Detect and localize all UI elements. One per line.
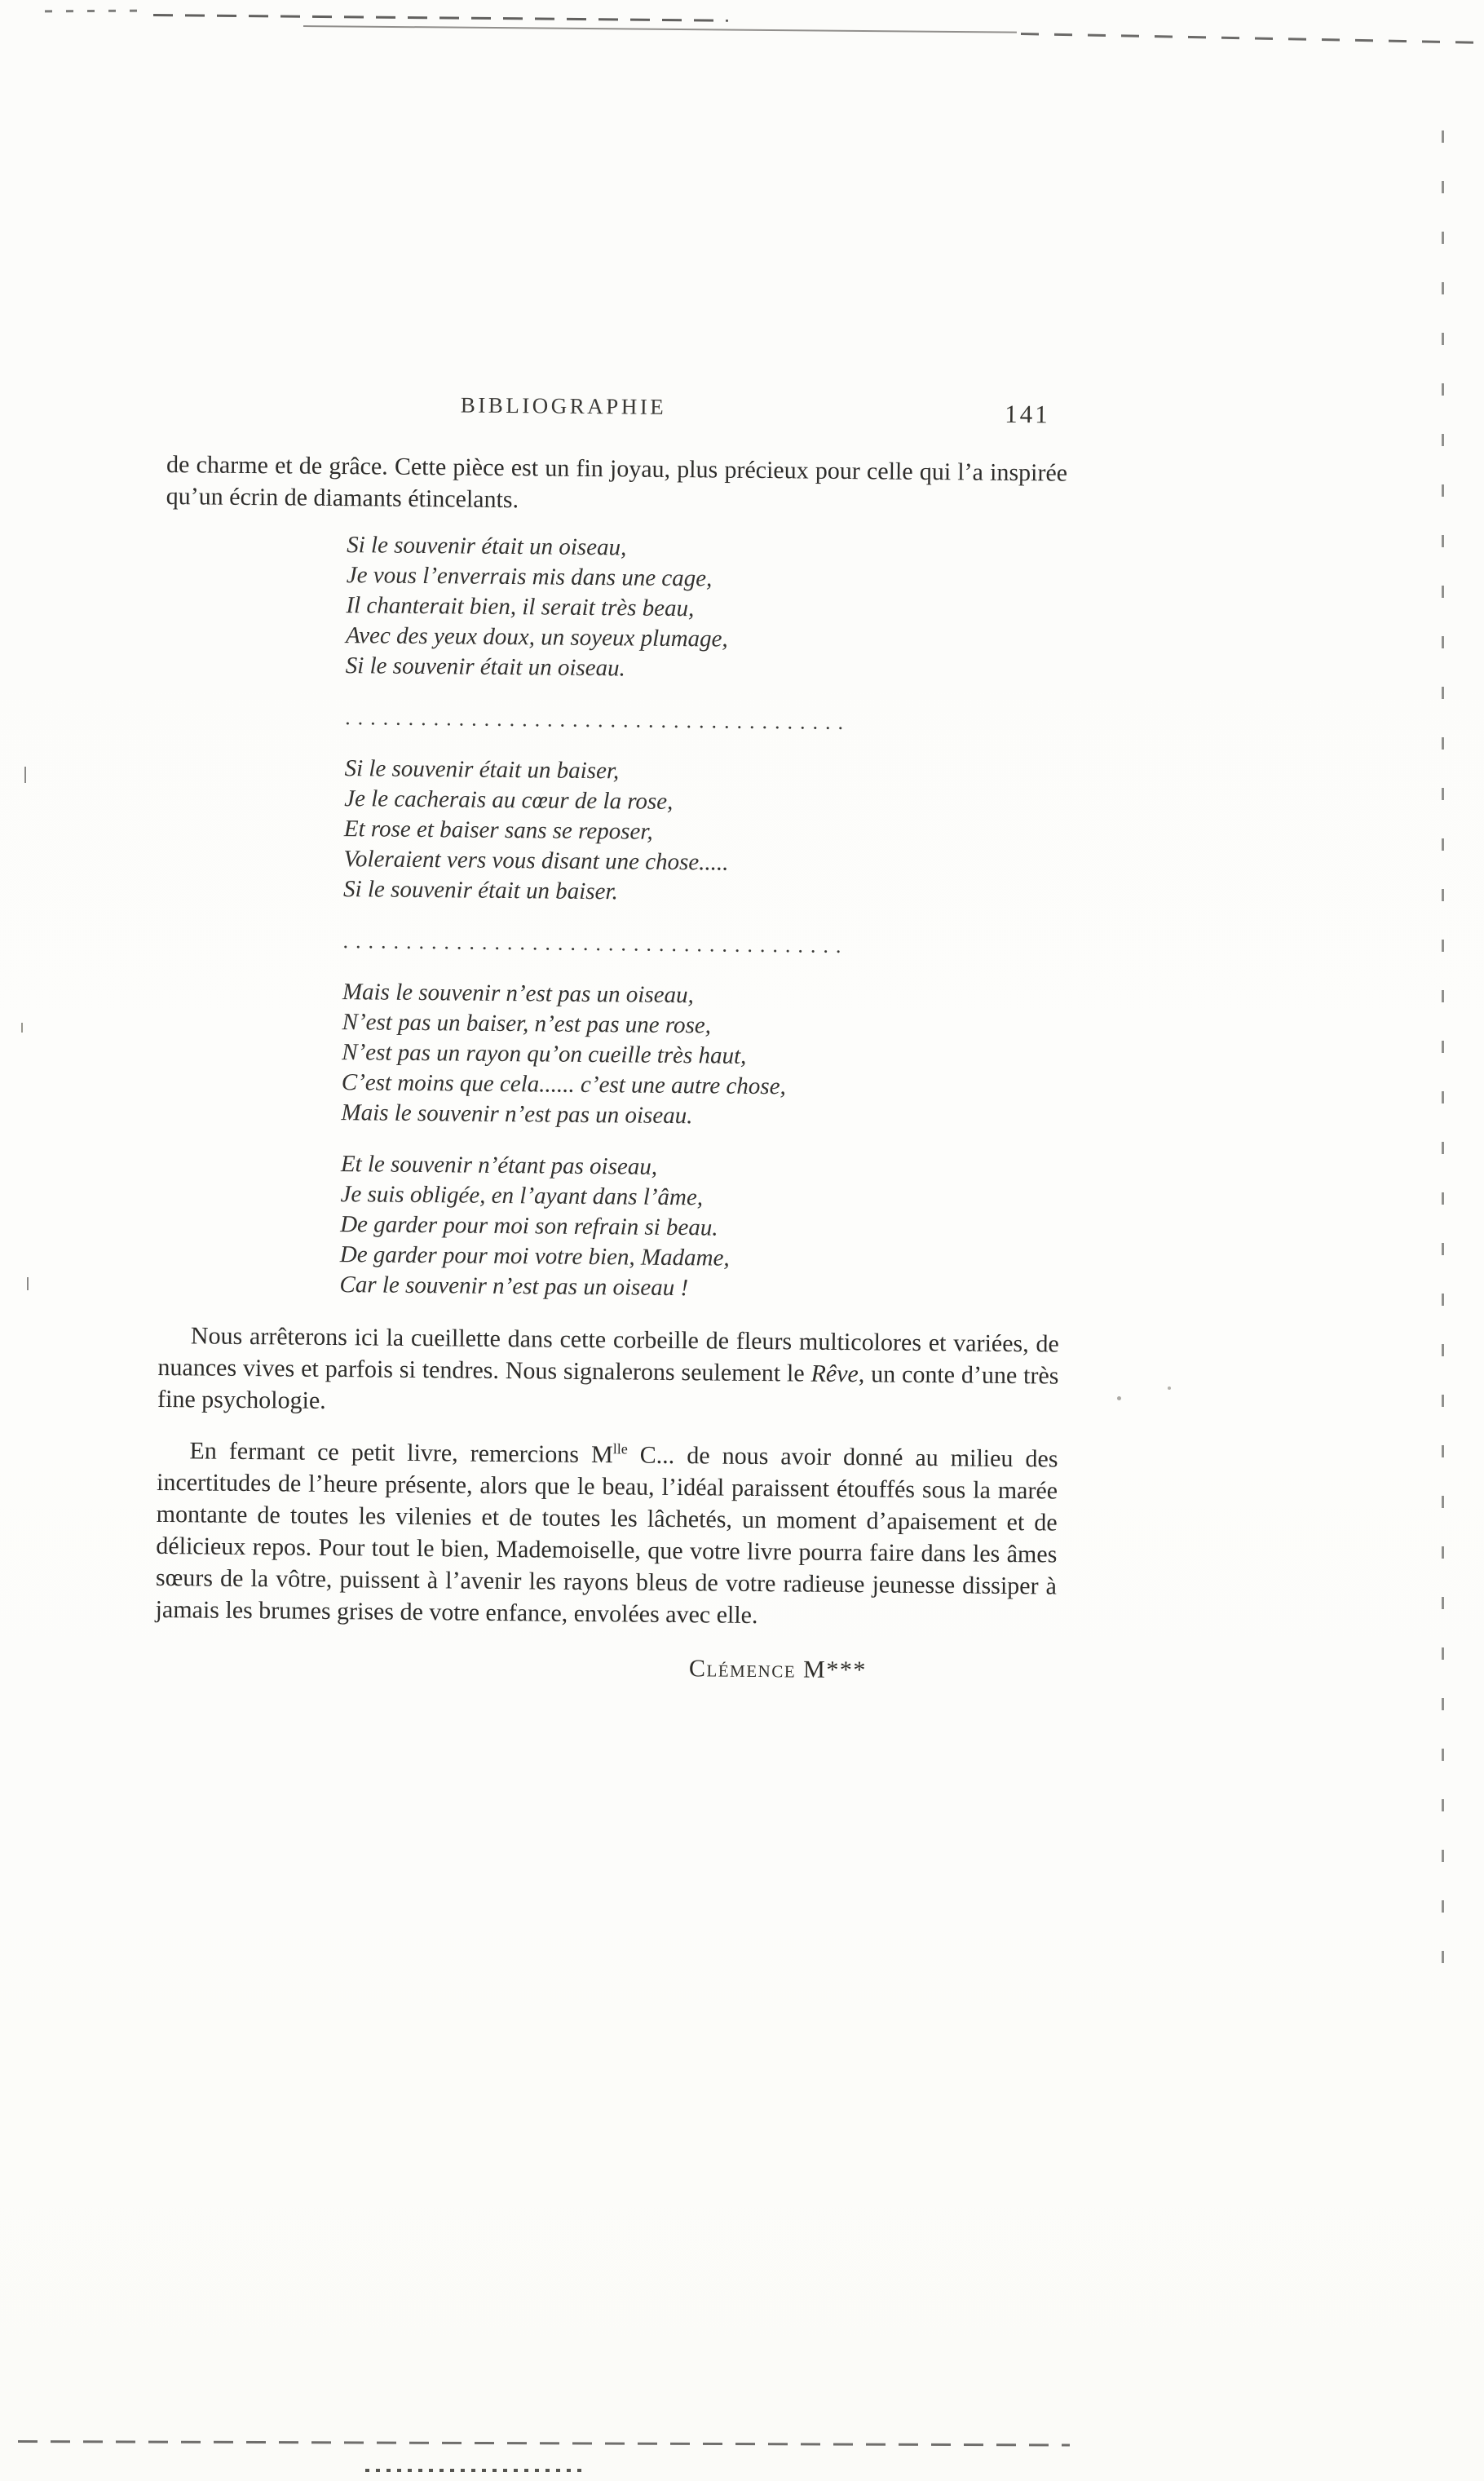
poem-line: De garder pour moi son refrain si beau. [340, 1211, 718, 1241]
scan-speck-2 [1168, 1386, 1171, 1390]
poem-line: Mais le souvenir n’est pas un oiseau. [341, 1099, 693, 1130]
scan-speck-1 [1117, 1396, 1121, 1400]
scan-dots-bottom [365, 2469, 585, 2472]
poem-stanza-4 [339, 1149, 1061, 1307]
poem-line: Et rose et baiser sans se reposer, [343, 816, 653, 845]
poem-line: Si le souvenir était un baiser. [342, 876, 618, 905]
poem-line: De garder pour moi votre bien, Madame, [339, 1241, 730, 1271]
poem-line: Avec des yeux doux, un soyeux plumage, [345, 622, 728, 652]
book-title-reve: Rêve [810, 1360, 859, 1388]
paragraph-text: , un conte d’une très fine psychologie. [157, 1360, 1059, 1414]
superscript-lle: lle [612, 1440, 628, 1457]
poem-line: C’est moins que cela...... c’est une autre chose, [341, 1069, 786, 1100]
intro-paragraph: de charme et de grâce. Cette pièce est un fin joyau, plus précieux pour celle qui l’a inspirée qu’un écrin de diamants étincelants. [166, 450, 1068, 514]
stanza-separator: ........................................ [345, 705, 851, 735]
poem-stanza-1 [346, 530, 1067, 688]
scan-mark-left-2 [21, 1023, 23, 1033]
poem-line: N’est pas un rayon qu’on cueille très haut, [342, 1039, 747, 1069]
poem-line: Voleraient vers vous disant une chose..... [343, 846, 729, 876]
closing-paragraph-2 [155, 1435, 1058, 1634]
poem-line: Si le souvenir était un oiseau, [347, 532, 627, 561]
poem-line: Car le souvenir n’est pas un oiseau ! [339, 1271, 689, 1302]
poem-line: Si le souvenir était un baiser, [344, 755, 620, 785]
poem-line: Il chanterait bien, il serait très beau, [346, 592, 695, 622]
poem-line: Et le souvenir n’étant pas oiseau, [340, 1151, 658, 1180]
poem-stanza-2 [343, 754, 1065, 911]
paragraph-text: Nous arrêterons ici la cueillette dans cette corbeille de fleurs multicolores et variées, de nuances vives et parfois si tendres. Nous signalerons seulement le [157, 1322, 1059, 1387]
poem-line: Je vous l’enverrais mis dans une cage, [346, 562, 713, 592]
running-head: BIBLIOGRAPHIE [460, 392, 667, 419]
scan-binding-marks-right [1442, 130, 1444, 1998]
page-content [155, 390, 1068, 1687]
scan-mark-left-1 [24, 767, 26, 783]
poem-stanza-3 [341, 977, 1062, 1134]
paragraph-text: En fermant ce petit livre, remercions M [189, 1437, 613, 1469]
scan-mark-left-3 [27, 1277, 29, 1290]
scan-dash-top-main [153, 14, 728, 22]
paragraph-text: C... de nous avoir donné au milieu des incertitudes de l’heure présente, alors que le beau, l’idéal paraissent étouffés sous la marée montante de toutes les vilenies et de toutes les lâchetés, un moment d’apaisement et de délicieux repos. Pour tout le bien, Mademoiselle, que votre livre pourra faire dans les âmes sœurs de la vôtre, puissent à l’avenir les rayons bleus de votre radieuse jeunesse dissiper à jamais les brumes grises de votre enfance, envolées avec elle. [155, 1441, 1058, 1630]
scan-dash-top-left [45, 10, 141, 13]
poem-line: Mais le souvenir n’est pas un oiseau, [342, 979, 694, 1009]
page-number: 141 [1005, 399, 1050, 429]
poem-line: Je le cacherais au cœur de la rose, [344, 785, 674, 815]
scan-dash-top-right [1021, 33, 1482, 44]
scan-dash-bottom [18, 2440, 1070, 2447]
stanza-separator: ........................................ [342, 929, 849, 958]
page-header [167, 390, 1068, 435]
poem-line: Si le souvenir était un oiseau. [345, 652, 626, 682]
poem [339, 530, 1067, 1307]
poem-line: Je suis obligée, en l’ayant dans l’âme, [340, 1181, 704, 1211]
poem-line: N’est pas un baiser, n’est pas une rose, [342, 1009, 712, 1039]
closing-paragraph-1 [157, 1320, 1059, 1424]
author-signature: Clémence M*** [688, 1655, 867, 1684]
scan-line-top [303, 25, 1017, 33]
